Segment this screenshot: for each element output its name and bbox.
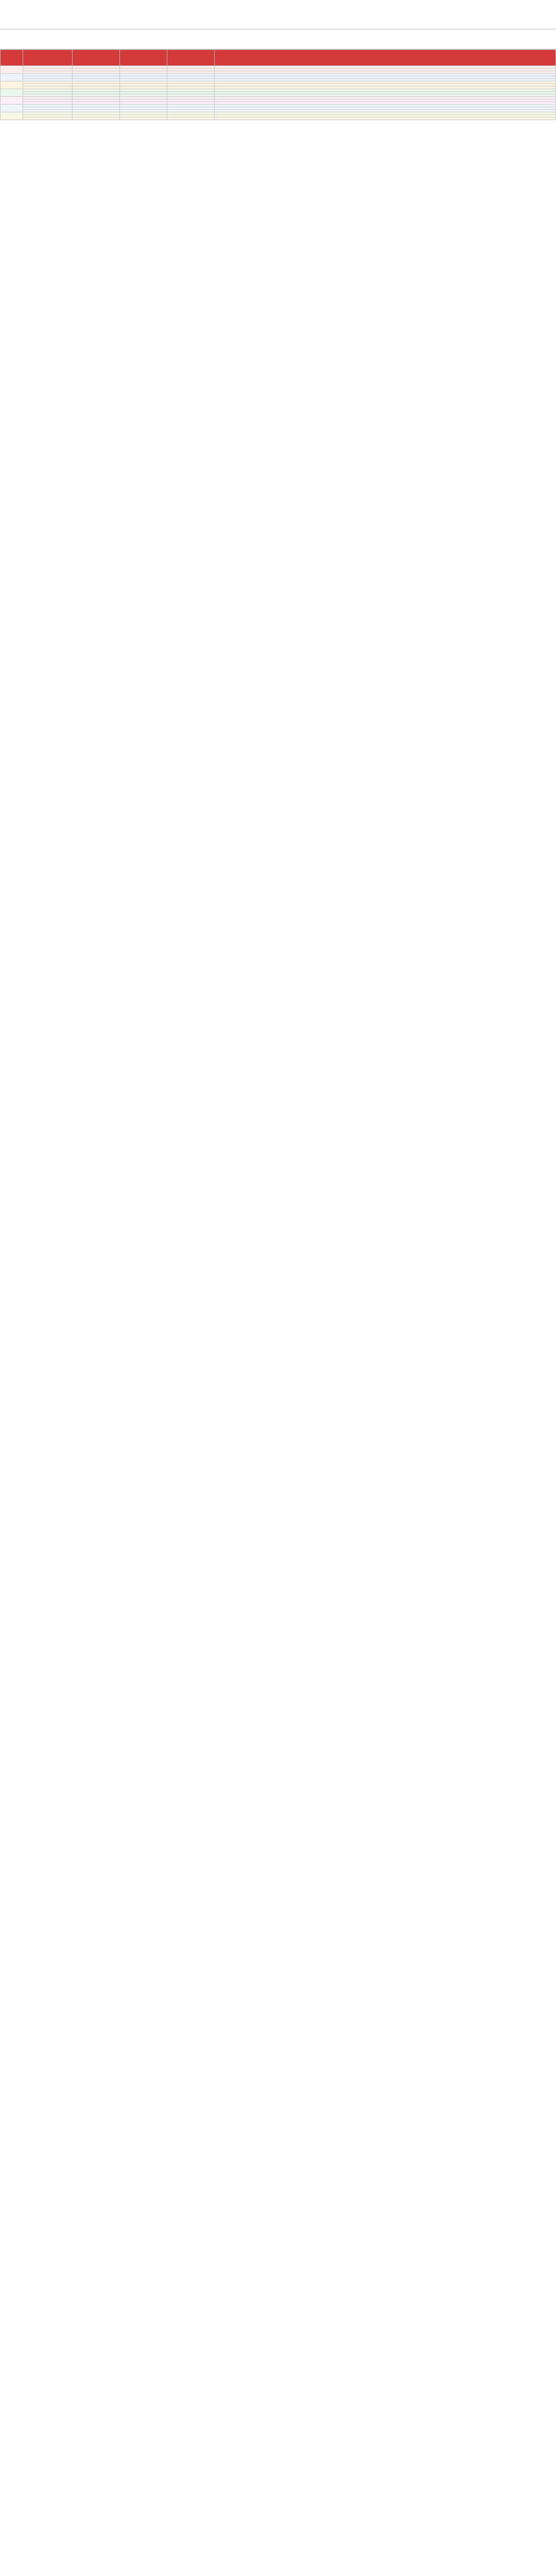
column-header-overall [167,50,215,66]
hero-name-cell [23,117,73,120]
category-cell [1,81,23,89]
column-header-late [120,50,167,66]
category-cell [1,74,23,81]
overall-rank-cell [167,117,215,120]
early-rank-cell [73,117,120,120]
description-cell [215,117,556,120]
table-body [1,66,556,120]
category-cell [1,89,23,97]
tier-table [0,49,556,120]
late-rank-cell [120,117,167,120]
column-header-early [73,50,120,66]
intro-note [0,29,556,49]
column-header-category [1,50,23,66]
column-header-name [23,50,73,66]
category-cell [1,97,23,105]
category-cell [1,66,23,74]
page-title [0,0,556,29]
column-header-description [215,50,556,66]
table-row [1,117,556,120]
table-header-row [1,50,556,66]
category-cell [1,112,23,120]
category-cell [1,105,23,112]
